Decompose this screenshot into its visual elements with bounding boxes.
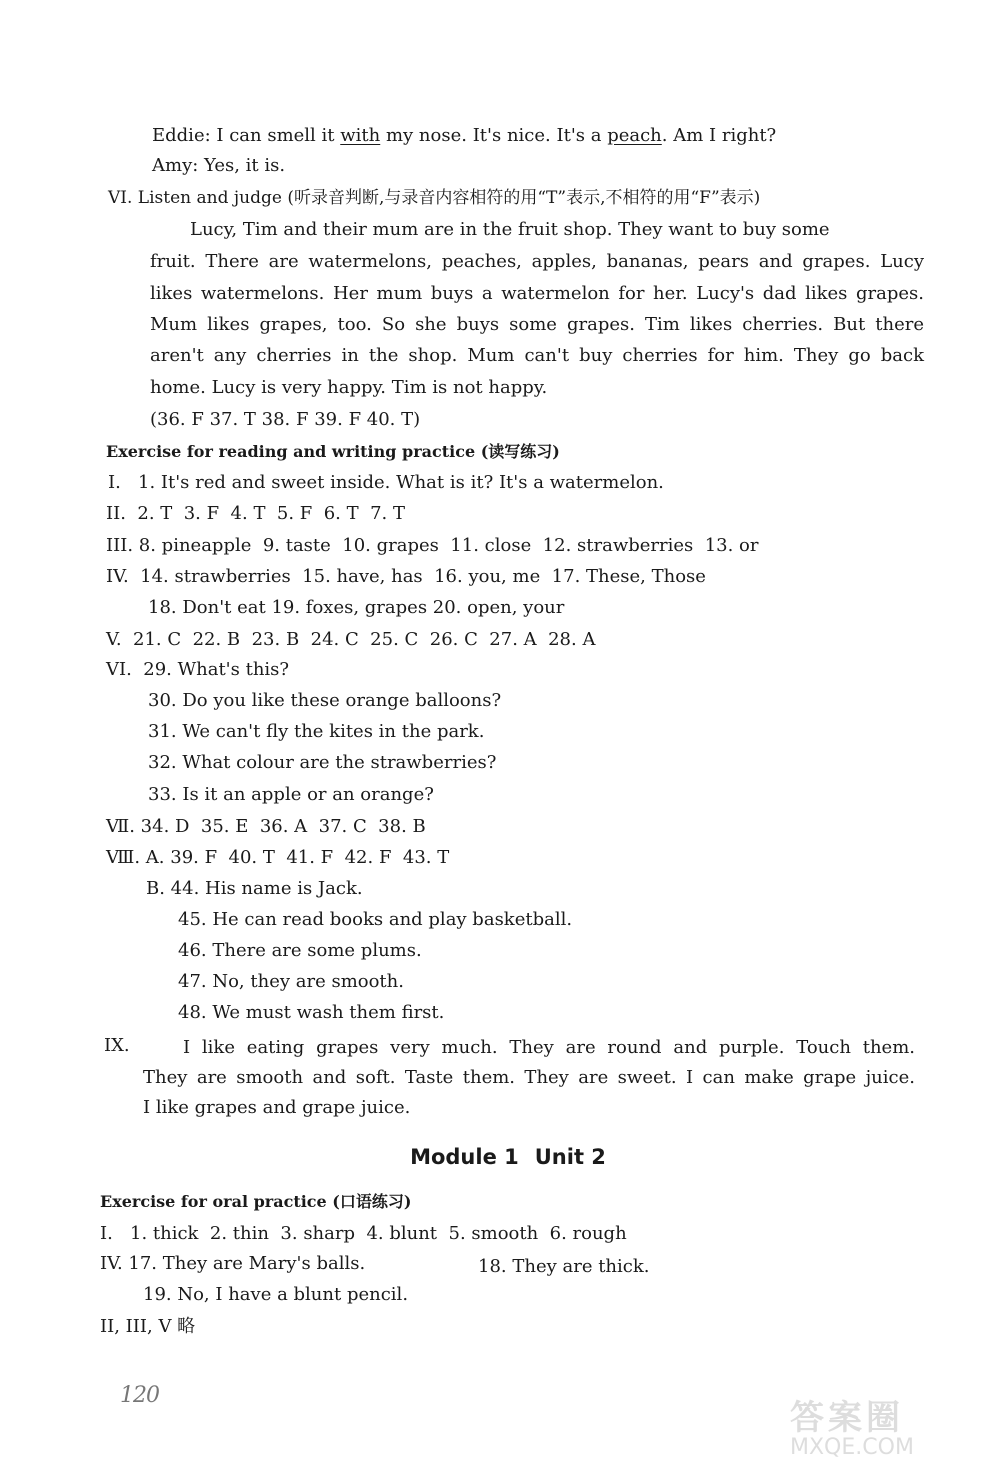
answer-line: 47. No, they are smooth. [178,971,404,992]
oral-answer-line: IV. 17. They are Mary's balls. [100,1253,366,1274]
oral-answer-line: 19. No, I have a blunt pencil. [143,1284,409,1305]
reading-writing-title: Exercise for reading and writing practice (读写练习) [106,442,560,461]
answer-line: VI. 29. What's this? [106,659,290,680]
module-heading [0,1143,1000,1171]
answer-line: II. 2. T 3. F 4. T 5. F 6. T 7. T [106,503,405,524]
answer-line: 33. Is it an apple or an orange? [148,784,434,805]
answer-line: 31. We can't fly the kites in the park. [148,721,485,742]
answer-line: 45. He can read books and play basketball. [178,909,573,930]
answer-line: 46. There are some plums. [178,940,422,961]
answer-line: 18. Don't eat 19. foxes, grapes 20. open, your [148,597,565,618]
answer-line: I. 1. It's red and sweet inside. What is it? It's a watermelon. [108,472,664,493]
watermark-bottom: MXQE.COM [790,1435,914,1460]
oral-answer-line: I. 1. thick 2. thin 3. sharp 4. blunt 5. smooth 6. rough [100,1223,627,1244]
dialog-eddie: Eddie: I can smell it with my nose. It's nice. It's a peach. Am I right? [152,125,777,146]
answer-line: B. 44. His name is Jack. [146,878,363,899]
answer-line: V. 21. C 22. B 23. B 24. C 25. C 26. C 27. A 28. A [106,629,596,650]
ix-passage-line: I like eating grapes very much. They are round and purple. Touch them. [183,1037,915,1058]
passage-line: likes watermelons. Her mum buys a watermelon for her. Lucy's dad likes grapes. [150,283,924,304]
oral-answer-line: II, III, V 略 [100,1316,196,1337]
oral-answer-line: 18. They are thick. [478,1256,650,1277]
answer-line: III. 8. pineapple 9. taste 10. grapes 11. close 12. strawberries 13. or [106,535,759,556]
answer-line: 32. What colour are the strawberries? [148,752,497,773]
answers-line: (36. F 37. T 38. F 39. F 40. T) [150,409,421,430]
dialog-amy: Amy: Yes, it is. [152,155,286,176]
passage-line: Mum likes grapes, too. So she buys some grapes. Tim likes cherries. But there [150,314,924,335]
section-vi-title: VI. Listen and judge (听录音判断,与录音内容相符的用“T”表示,不相符的用“F”表示) [108,188,761,208]
unit-label: Unit 2 [534,1145,606,1169]
answer-line: 48. We must wash them first. [178,1002,445,1023]
ix-passage-line: I like grapes and grape juice. [143,1097,411,1118]
underlined-word: with [340,125,381,146]
ix-label: IX. [104,1035,130,1056]
underlined-word: peach [607,125,662,146]
answer-line: Ⅷ. A. 39. F 40. T 41. F 42. F 43. T [106,847,450,868]
answer-line: 30. Do you like these orange balloons? [148,690,502,711]
module-label: Module 1 [410,1145,519,1169]
page-number: 120 [120,1383,159,1408]
oral-practice-title: Exercise for oral practice (口语练习) [100,1192,412,1211]
watermark-logo [790,1390,960,1460]
passage-line: home. Lucy is very happy. Tim is not happy. [150,377,548,398]
answer-line: Ⅶ. 34. D 35. E 36. A 37. C 38. B [106,816,426,837]
ix-passage-line: They are smooth and soft. Taste them. They are sweet. I can make grape juice. [143,1067,915,1088]
watermark-top: 答案圈 [790,1398,904,1438]
passage-line: aren't any cherries in the shop. Mum can't buy cherries for him. They go back [150,345,924,366]
passage-line: fruit. There are watermelons, peaches, apples, bananas, pears and grapes. Lucy [150,251,924,272]
passage-line: Lucy, Tim and their mum are in the fruit shop. They want to buy some [190,219,830,240]
answer-line: IV. 14. strawberries 15. have, has 16. you, me 17. These, Those [106,566,706,587]
